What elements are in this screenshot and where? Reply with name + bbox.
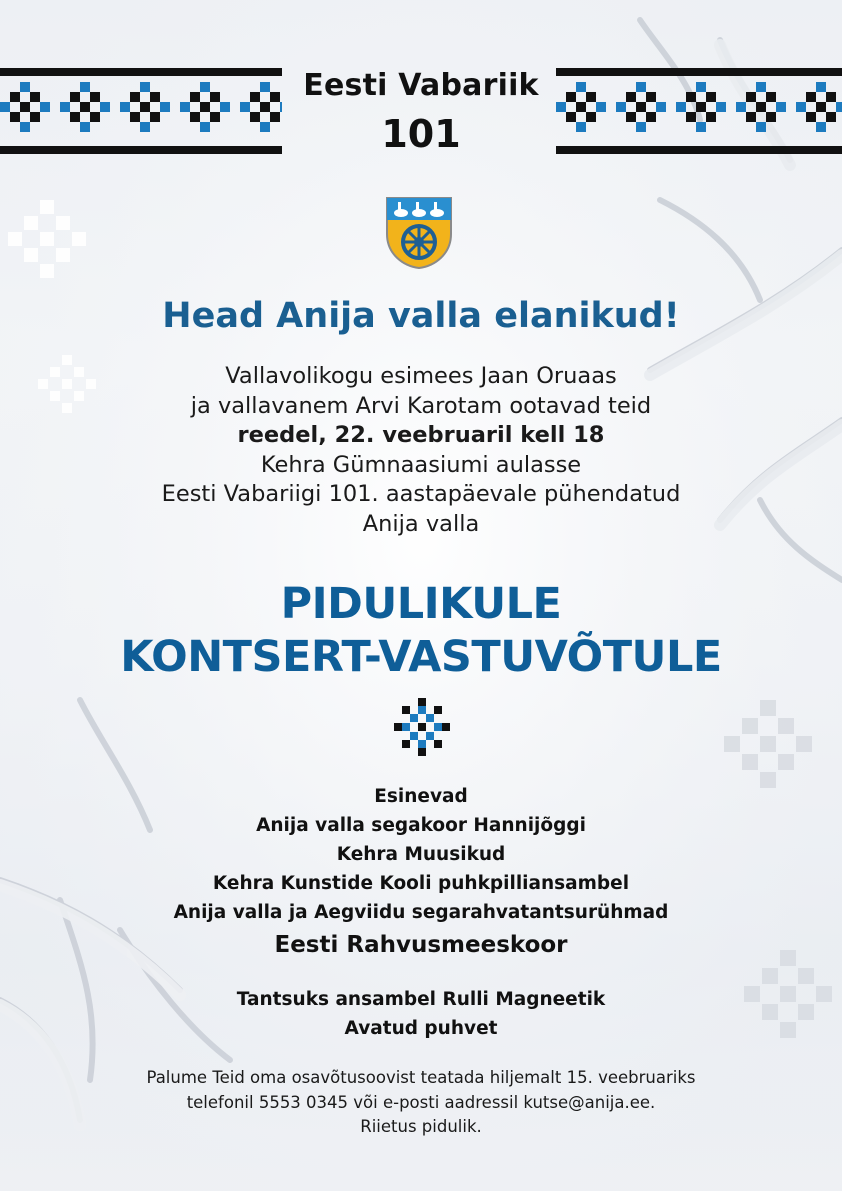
featured-performer: Eesti Rahvusmeeskoor [274, 932, 568, 958]
event-date: reedel, 22. veebruaril kell 18 [237, 422, 605, 448]
headline-line: KONTSERT-VASTUVÕTULE [120, 632, 722, 682]
footer-line: Riietus pidulik. [360, 1117, 482, 1136]
footer-line: telefonil 5553 0345 või e-posti aadressil kutse@anija.ee. [186, 1092, 656, 1112]
invitation-line: ja vallavanem Arvi Karotam ootavad teid [190, 392, 652, 419]
extra-item: Tantsuks ansambel Rulli Magneetik [236, 989, 606, 1010]
invitation-line: Eesti Vabariigi 101. aastapäevale pühendatud [161, 481, 681, 507]
snowflake-ornament-icon [394, 698, 450, 756]
performer-item: Kehra Kunstide Kooli puhkpilliansambel [212, 873, 630, 894]
footer-line: Palume Teid oma osavõtusoovist teatada hiljemalt 15. veebruariks [146, 1068, 696, 1087]
invitation-line: Anija valla [362, 510, 480, 537]
invitation-text [0, 362, 842, 539]
performers-heading: Esinevad [374, 786, 468, 807]
spacer [0, 963, 842, 985]
coat-of-arms-icon [385, 196, 453, 270]
performer-item: Anija valla ja Aegviidu segarahvatantsurühmad [173, 902, 669, 923]
headline-line: PIDULIKULE [280, 579, 562, 629]
event-headline [0, 578, 842, 684]
rsvp-footer [0, 1066, 842, 1140]
header-number: 101 [381, 112, 461, 156]
invitation-line: Kehra Gümnaasiumi aulasse [260, 451, 582, 478]
greeting-heading: Head Anija valla elanikud! [162, 296, 680, 336]
header-title: Eesti Vabariik [303, 68, 539, 103]
invitation-line: Vallavolikogu esimees Jaan Oruaas [225, 363, 617, 389]
performer-item: Anija valla segakoor Hannijõggi [256, 815, 586, 836]
performers-section [0, 782, 842, 1043]
extra-item: Avatud puhvet [344, 1018, 498, 1039]
performer-item: Kehra Muusikud [336, 844, 506, 865]
